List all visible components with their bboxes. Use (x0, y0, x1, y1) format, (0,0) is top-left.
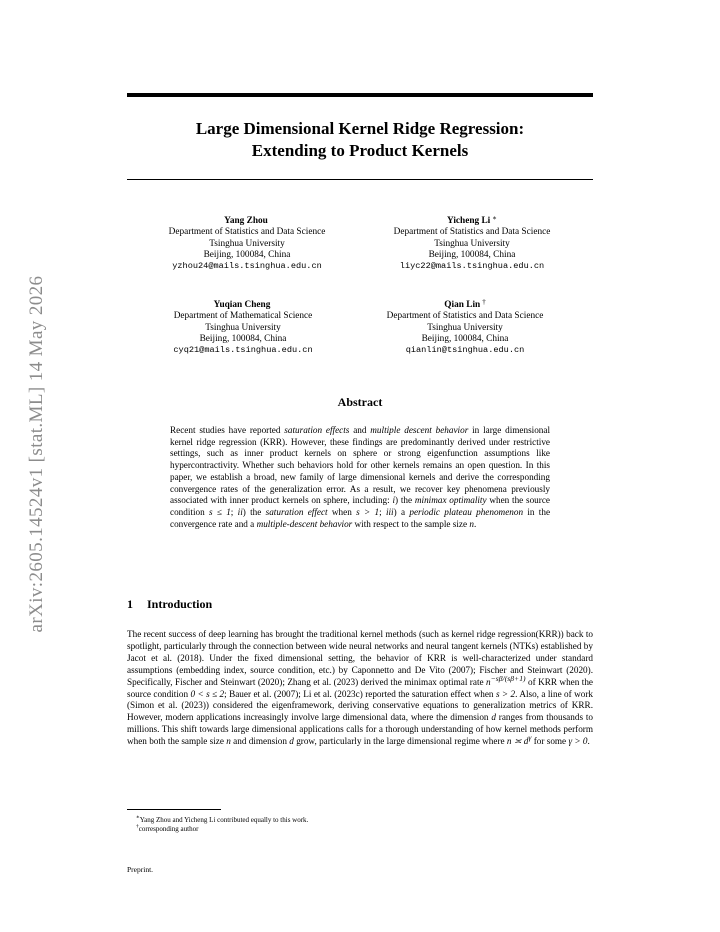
section-title: Introduction (147, 597, 213, 611)
author-dept: Department of Mathematical Science (173, 311, 313, 322)
author-email[interactable]: qianlin@tsinghua.edu.cn (405, 345, 525, 356)
math-inline: n ≍ $d^\gamma$ (506, 733, 532, 747)
math-inline: s ≤ 1 (209, 506, 231, 517)
author-name: Yicheng Li ∗ (446, 214, 498, 226)
math-inline: d (289, 736, 294, 747)
math-inline: n (469, 518, 474, 529)
author-name: Yang Zhou (224, 216, 268, 226)
title-line-1: Large Dimensional Kernel Ridge Regression: (195, 119, 525, 138)
emph-multiple-descent-behavior: multiple-descent behavior (256, 518, 353, 529)
math-inline: s > 1 (356, 506, 380, 517)
math-inline: 0 < s ≤ 2 (190, 688, 225, 699)
emph-periodic-plateau: periodic plateau phenomenon (409, 506, 524, 517)
author-univ: Tsinghua University (434, 238, 510, 249)
math-rate: $n^{-s\beta/(s\beta+1)}$ (486, 673, 526, 687)
author-univ: Tsinghua University (427, 322, 503, 333)
math-inline: d (491, 712, 496, 723)
author-dept: Department of Statistics and Data Science (393, 227, 551, 238)
intro-paragraph: The recent success of deep learning has brought the traditional kernel methods (such as kernel ridge regression(KRR)) back to spotlight, particularly through the connection between wide neural networks and neural tangent kernels (NTKs) established by Jacot et al. (2018). Under the fixed dimensional setting, the behavior of KRR is well-characterized under standard assumptions (embedding index, source condition, etc.) by Caponnetto and De Vito (2007); Fischer and Steinwart (2020). Specifically, Fischer and Steinwart (2020); Zhang et al. (2023) derived the minimax optimal rate $n^{-s\beta/(s\beta+1)}$ of KRR when the source condition 0 < s ≤ 2; Bauer et al. (2007); Li et al. (2023c) reported the saturation effect when s > 2. Also, a line of work (Simon et al. (2023)) considered the eigenframework, deriving conservative equations to generalization metrics of KRR. However, modern applications increasingly involve large dimensional data, where the dimension d ranges from thousands to millions. This shift towards large dimensional applications calls for a thorough understanding of how kernel methods perform when both the sample size n and dimension d grow, particularly in the large dimensional regime where n ≍ $d^\gamma$ for some γ > 0. (127, 629, 594, 747)
math-inline: γ > 0 (568, 736, 588, 747)
author-email[interactable]: yzhou24@mails.tsinghua.edu.cn (172, 261, 322, 272)
author-univ: Tsinghua University (205, 322, 281, 333)
section-number: 1 (127, 597, 133, 611)
author-name: Qian Lin † (444, 298, 486, 310)
preprint-label: Preprint. (127, 865, 154, 874)
abstract-body: Recent studies have reported saturation effects and multiple descent behavior in large dimensional kernel ridge regression (KRR). However, these findings are predominantly derived under restrictive settings, such as inner product kernels on sphere or strong eigenfunction assumptions like hypercontractivity. Whether such behaviors hold for other kernels remains an open question. In this paper, we establish a broad, new family of large dimensional kernels and derive the corresponding convergence rates of the generalization error. As a result, we recover key phenomena previously associated with inner product kernels on sphere, including: i) the minimax optimality when the source condition s ≤ 1; ii) the saturation effect when s > 1; iii) a periodic plateau phenomenon in the convergence rate and a multiple-descent behavior with respect to the sample size n. (170, 425, 551, 529)
emph-saturation-effects: saturation effects (284, 425, 350, 435)
emph-multiple-descent: multiple descent behavior (370, 425, 469, 435)
math-inline: n (226, 736, 231, 747)
author-dept: Department of Statistics and Data Science (168, 227, 326, 238)
author-city: Beijing, 100084, China (199, 333, 287, 344)
author-city: Beijing, 100084, China (203, 249, 291, 260)
abstract-heading: Abstract (337, 395, 383, 409)
author-block (133, 297, 353, 356)
paper-title (127, 118, 593, 162)
top-rule (127, 93, 593, 97)
author-block (137, 213, 357, 272)
author-city: Beijing, 100084, China (421, 333, 509, 344)
author-dept: Department of Statistics and Data Science (386, 311, 544, 322)
title-rule (127, 179, 593, 180)
math-inline: s > 2 (495, 688, 516, 699)
author-name: Yuqian Cheng (213, 300, 271, 310)
author-univ: Tsinghua University (209, 238, 285, 249)
author-block (362, 213, 582, 272)
footnote-rule (127, 809, 221, 810)
author-email[interactable]: liyc22@mails.tsinghua.edu.cn (399, 261, 545, 272)
title-line-2: Extending to Product Kernels (251, 141, 469, 160)
author-city: Beijing, 100084, China (428, 249, 516, 260)
footnote: †corresponding author (136, 823, 199, 833)
emph-minimax-optimality: minimax optimality (414, 495, 487, 506)
author-block (355, 297, 575, 356)
author-email[interactable]: cyq21@mails.tsinghua.edu.cn (173, 345, 313, 356)
emph-saturation-effect: saturation effect (265, 506, 328, 517)
arxiv-stamp: arXiv:2605.14524v1 [stat.ML] 14 May 2026 (26, 275, 47, 633)
footnote: ∗Yang Zhou and Yicheng Li contributed equally to this work. (136, 814, 309, 824)
section-heading (127, 597, 593, 612)
